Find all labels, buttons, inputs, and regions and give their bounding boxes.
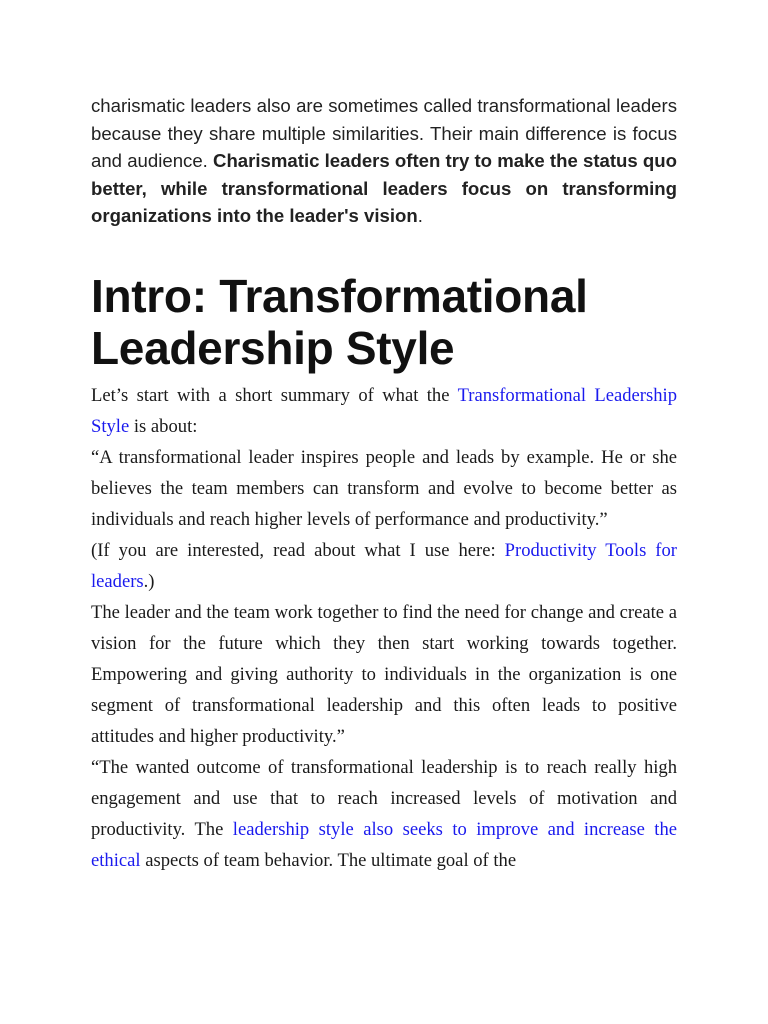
productivity-tools-link[interactable]: Productivity Tools for leaders <box>91 539 677 592</box>
paragraph-productivity-note <box>91 535 677 597</box>
leadership-style-link[interactable]: leadership style also seeks to improve and increase the ethical <box>91 818 677 871</box>
article-body <box>91 380 677 876</box>
intro-bold-text: Charismatic leaders often try to make the status quo better, while transformational leaders focus on transforming organizations into the leader's vision <box>91 150 678 226</box>
summary-text-before: Let’s start with a short summary of what the <box>91 384 458 406</box>
outcome-text-after: aspects of team behavior. The ultimate goal of the <box>140 849 517 871</box>
summary-text-after: is about: <box>129 415 198 437</box>
section-heading: Intro: Transformational Leadership Style <box>91 269 588 374</box>
outcome-text-before: “The wanted outcome of transformational leadership is to reach really high engagement and use that to reach increased levels of motivation and productivity. The <box>91 756 677 840</box>
transformational-leadership-link[interactable]: Transformational Leadership Style <box>91 384 677 437</box>
paragraph-team-vision: The leader and the team work together to find the need for change and create a vision for the future which they then start working towards together. Empowering and giving authority to individuals in the organization is one segment of transformational leadership and this often leads to positive attitudes and higher productivity.” <box>91 601 677 747</box>
document-page <box>91 92 677 876</box>
paragraph-summary <box>91 380 677 442</box>
paragraph-quote-definition: “A transformational leader inspires people and leads by example. He or she believes the team members can transform and evolve to become better as individuals and reach higher levels of performance and productivity.” <box>91 446 677 530</box>
paragraph-outcome <box>91 752 677 876</box>
productivity-text-after: .) <box>143 570 155 592</box>
intro-paragraph <box>91 92 677 230</box>
productivity-text-before: (If you are interested, read about what I use here: <box>91 539 505 561</box>
intro-end-text: . <box>417 205 423 226</box>
intro-plain-text: charismatic leaders also are sometimes called transformational leaders because they share multiple similarities. Their main difference is focus and audience. <box>91 95 677 171</box>
